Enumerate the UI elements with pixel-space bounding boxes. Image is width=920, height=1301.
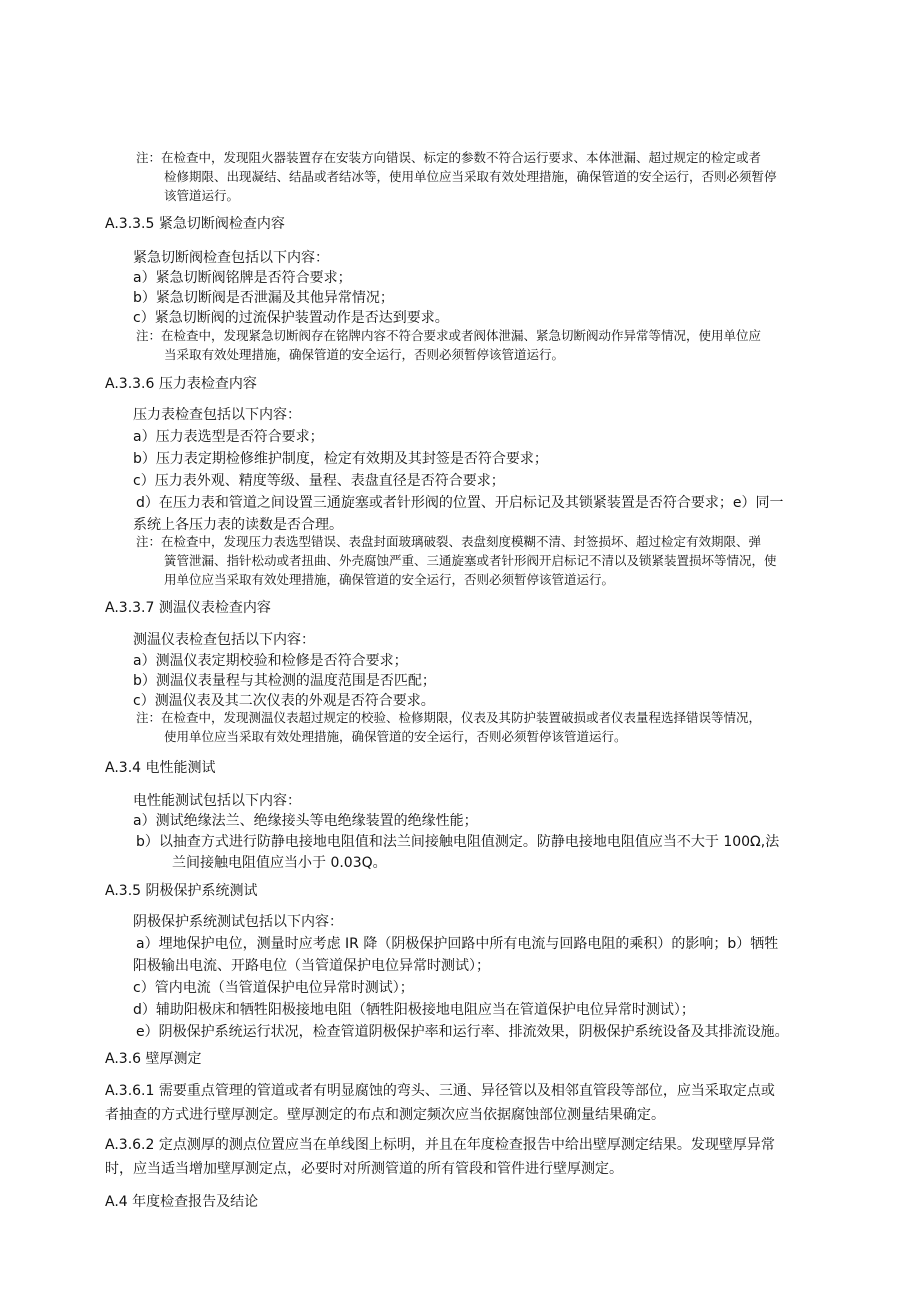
list-item: c）紧急切断阀的过流保护装置动作是否达到要求。 xyxy=(133,310,449,326)
list-item: c）测温仪表及其二次仪表的外观是否符合要求。 xyxy=(133,693,435,709)
list-item: 兰间接触电阻值应当小于 0.03Q。 xyxy=(172,855,387,871)
note-line: 当采取有效处理措施，确保管道的安全运行，否则必须暂停该管道运行。 xyxy=(164,347,565,362)
note-line: 该管道运行。 xyxy=(164,188,240,203)
section-heading-a36: A.3.6 壁厚测定 xyxy=(105,1051,202,1067)
section-heading-a337: A.3.3.7 测温仪表检查内容 xyxy=(105,600,271,616)
paragraph-line: 者抽查的方式进行壁厚测定。壁厚测定的布点和测定频次应当依据腐蚀部位测量结果确定。 xyxy=(105,1107,665,1123)
note-line: 用单位应当采取有效处理措施，确保管道的安全运行，否则必须暂停该管道运行。 xyxy=(164,572,615,587)
list-item: d）在压力表和管道之间设置三通旋塞或者针形阀的位置、开启标记及其锁紧装置是否符合要求；e）同一 xyxy=(136,495,784,511)
list-item: e）阴极保护系统运行状况，检查管道阴极保护率和运行率、排流效果，阴极保护系统设备及其排流设施。 xyxy=(136,1024,789,1040)
paragraph-line: A.3.6.1 需要重点管理的管道或者有明显腐蚀的弯头、三通、异径管以及相邻直管段等部位，应当采取定点或 xyxy=(105,1083,775,1099)
section-intro: 紧急切断阀检查包括以下内容： xyxy=(133,250,329,266)
section-body-a337 xyxy=(133,630,315,650)
list-item: a）压力表选型是否符合要求； xyxy=(133,429,324,445)
item-list-a336 xyxy=(133,426,784,536)
section-heading-a336: A.3.3.6 压力表检查内容 xyxy=(105,376,257,392)
note-a335 xyxy=(136,326,761,364)
section-intro: 电性能测试包括以下内容： xyxy=(133,793,301,809)
section-body-a34 xyxy=(133,791,301,811)
section-heading-a4: A.4 年度检查报告及结论 xyxy=(105,1194,259,1210)
paragraph-line: 时，应当适当增加壁厚测定点，必要时对所测管道的所有管段和管件进行壁厚测定。 xyxy=(105,1161,623,1177)
paragraph-a3661 xyxy=(105,1079,775,1127)
section-intro: 压力表检查包括以下内容： xyxy=(133,407,301,423)
list-item: 系统上各压力表的读数是否合理。 xyxy=(133,517,343,533)
paragraph-a3662 xyxy=(105,1133,775,1181)
list-item: a）测试绝缘法兰、绝缘接头等电绝缘装置的绝缘性能； xyxy=(133,813,478,829)
note-line: 注：在检查中，发现压力表选型错误、表盘封面玻璃破裂、表盘刻度模糊不清、封签损坏、超过检定有效期限、弹 xyxy=(136,534,762,549)
section-intro: 阴极保护系统测试包括以下内容： xyxy=(133,914,343,930)
note-line: 簧管泄漏、指针松动或者扭曲、外壳腐蚀严重、三通旋塞或者针形阀开启标记不清以及锁紧装置损坏等情况，使 xyxy=(164,553,777,568)
note-line: 注：在检查中，发现阻火器装置存在安装方向错误、标定的参数不符合运行要求、本体泄漏、超过规定的检定或者 xyxy=(136,150,762,165)
list-item: b）测温仪表量程与其检测的温度范围是否匹配； xyxy=(133,673,436,689)
section-body-a35 xyxy=(133,912,343,932)
list-item: b）压力表定期检修维护制度，检定有效期及其封签是否符合要求； xyxy=(133,451,548,467)
list-item: b）以抽查方式进行防静电接地电阻值和法兰间接触电阻值测定。防静电接地电阻值应当不大于 100Ω,法 xyxy=(136,834,780,850)
section-heading-a35: A.3.5 阴极保护系统测试 xyxy=(105,883,258,899)
section-body-a336 xyxy=(133,405,301,425)
item-list-a337 xyxy=(133,651,436,711)
note-line: 使用单位应当采取有效处理措施，确保管道的安全运行，否则必须暂停该管道运行。 xyxy=(164,729,627,744)
paragraph-line: A.3.6.2 定点测厚的测点位置应当在单线图上标明，并且在年度检查报告中给出壁厚测定结果。发现壁厚异常 xyxy=(105,1137,775,1153)
item-list-a35 xyxy=(133,933,789,1043)
note-line: 注：在检查中，发现测温仪表超过规定的校验、检修期限，仪表及其防护装置破损或者仪表量程选择错误等情况， xyxy=(136,710,762,725)
list-item: b）紧急切断阀是否泄漏及其他异常情况； xyxy=(133,290,394,306)
list-item: a）测温仪表定期校验和检修是否符合要求； xyxy=(133,653,408,669)
section-heading-a335: A.3.3.5 紧急切断阀检查内容 xyxy=(105,216,285,232)
list-item: a）埋地保护电位，测量时应考虑 IR 降（阴极保护回路中所有电流与回路电阻的乘积）的影响；b）牺牲 xyxy=(136,936,779,952)
section-body-a335 xyxy=(133,248,329,268)
section-intro: 测温仪表检查包括以下内容： xyxy=(133,632,315,648)
list-item: a）紧急切断阀铭牌是否符合要求； xyxy=(133,270,352,286)
list-item: c）压力表外观、精度等级、量程、表盘直径是否符合要求； xyxy=(133,473,505,489)
note-a337 xyxy=(136,708,761,746)
list-item: c）管内电流（当管道保护电位异常时测试）； xyxy=(133,980,414,996)
list-item: d）辅助阳极床和牺牲阳极接地电阻（牺牲阳极接地电阻应当在管道保护电位异常时测试）； xyxy=(133,1002,695,1018)
item-list-a34 xyxy=(133,811,779,874)
note-line: 注：在检查中，发现紧急切断阀存在铭牌内容不符合要求或者阀体泄漏、紧急切断阀动作异常等情况，使用单位应 xyxy=(136,328,762,343)
list-item: 阳极输出电流、开路电位（当管道保护电位异常时测试）； xyxy=(133,958,490,974)
item-list-a335 xyxy=(133,268,449,328)
section-heading-a34: A.3.4 电性能测试 xyxy=(105,760,216,776)
note-a334 xyxy=(136,148,777,205)
note-line: 检修期限、出现凝结、结晶或者结冰等，使用单位应当采取有效处理措施，确保管道的安全运行，否则必须暂停 xyxy=(164,169,777,184)
note-a336 xyxy=(136,532,777,589)
